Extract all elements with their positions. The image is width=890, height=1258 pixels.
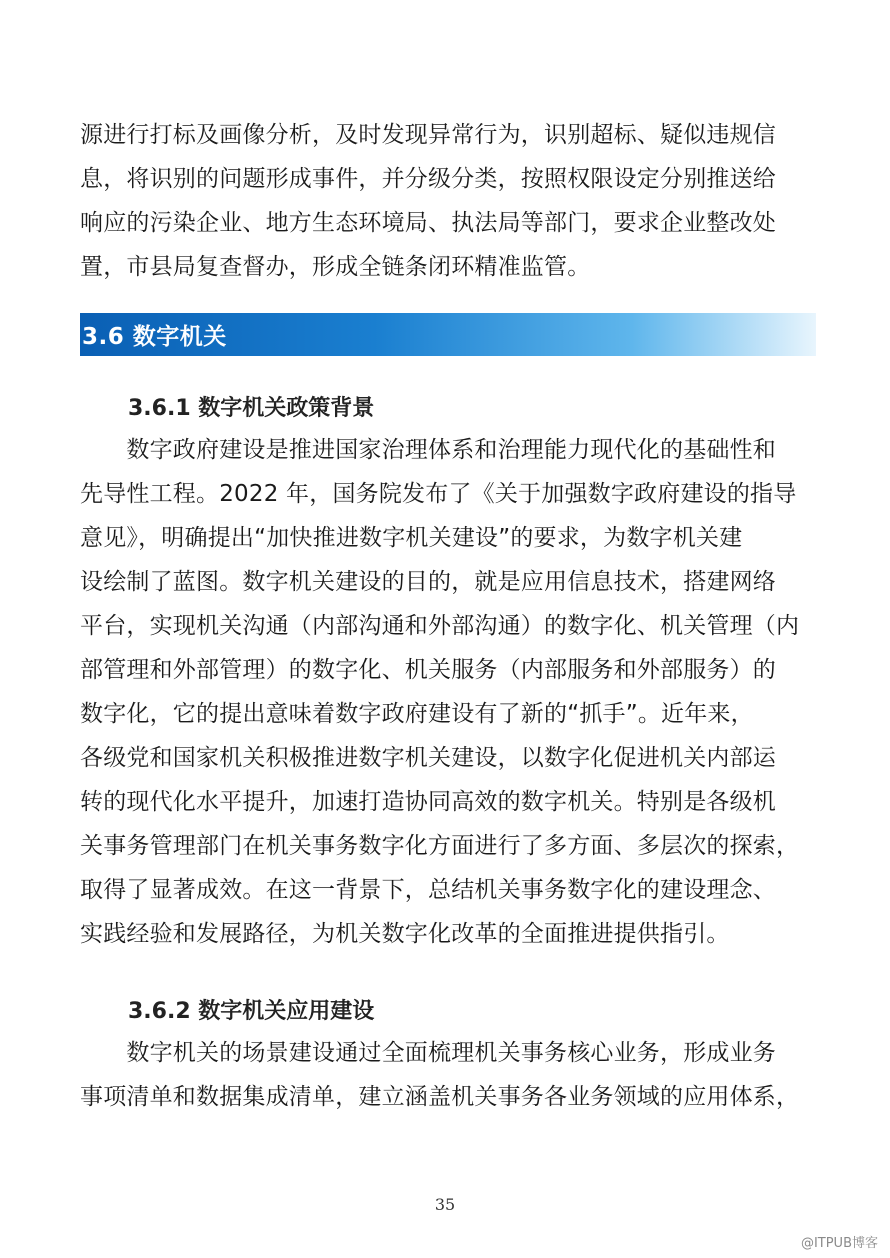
page-number: 35 [434, 1195, 456, 1214]
text-line: 关事务管理部门在机关事务数字化方面进行了多方面、多层次的探索， [80, 833, 800, 859]
text-line: 数字化，它的提出意味着数字政府建设有了新的“抓手”。近年来， [80, 701, 754, 727]
subsection-1-paragraph [80, 428, 820, 956]
text-line: 源进行打标及画像分析，及时发现异常行为，识别超标、疑似违规信 [80, 122, 776, 148]
text-line: 息，将识别的问题形成事件，并分级分类，按照权限设定分别推送给 [80, 166, 776, 192]
text-line: 数字机关的场景建设通过全面梳理机关事务核心业务，形成业务 [80, 1040, 776, 1066]
text-line: 置，市县局复查督办，形成全链条闭环精准监管。 [80, 254, 591, 280]
text-line: 先导性工程。2022 年，国务院发布了《关于加强数字政府建设的指导 [80, 481, 797, 507]
text-line: 事项清单和数据集成清单，建立涵盖机关事务各业务领域的应用体系， [80, 1084, 800, 1110]
text-line: 数字政府建设是推进国家治理体系和治理能力现代化的基础性和 [80, 437, 776, 463]
watermark: @ITPUB博客 [800, 1236, 878, 1251]
text-line: 实践经验和发展路径，为机关数字化改革的全面推进提供指引。 [80, 921, 730, 947]
subsection-heading-policy-background: 3.6.1 数字机关政策背景 [128, 396, 375, 421]
section-heading: 3.6 数字机关 [82, 324, 227, 350]
text-line: 响应的污染企业、地方生态环境局、执法局等部门，要求企业整改处 [80, 210, 776, 236]
text-line: 各级党和国家机关积极推进数字机关建设，以数字化促进机关内部运 [80, 745, 776, 771]
continued-paragraph [80, 113, 820, 289]
text-line: 设绘制了蓝图。数字机关建设的目的，就是应用信息技术，搭建网络 [80, 569, 776, 595]
subsection-2-paragraph [80, 1031, 820, 1119]
section-heading-bar [80, 313, 816, 356]
text-line: 转的现代化水平提升，加速打造协同高效的数字机关。特别是各级机 [80, 789, 776, 815]
subsection-heading-application-construction: 3.6.2 数字机关应用建设 [128, 999, 375, 1024]
text-line: 部管理和外部管理）的数字化、机关服务（内部服务和外部服务）的 [80, 657, 776, 683]
text-line: 意见》，明确提出“加快推进数字机关建设”的要求，为数字机关建 [80, 525, 743, 551]
text-line: 取得了显著成效。在这一背景下，总结机关事务数字化的建设理念、 [80, 877, 776, 903]
text-line: 平台，实现机关沟通（内部沟通和外部沟通）的数字化、机关管理（内 [80, 613, 800, 639]
